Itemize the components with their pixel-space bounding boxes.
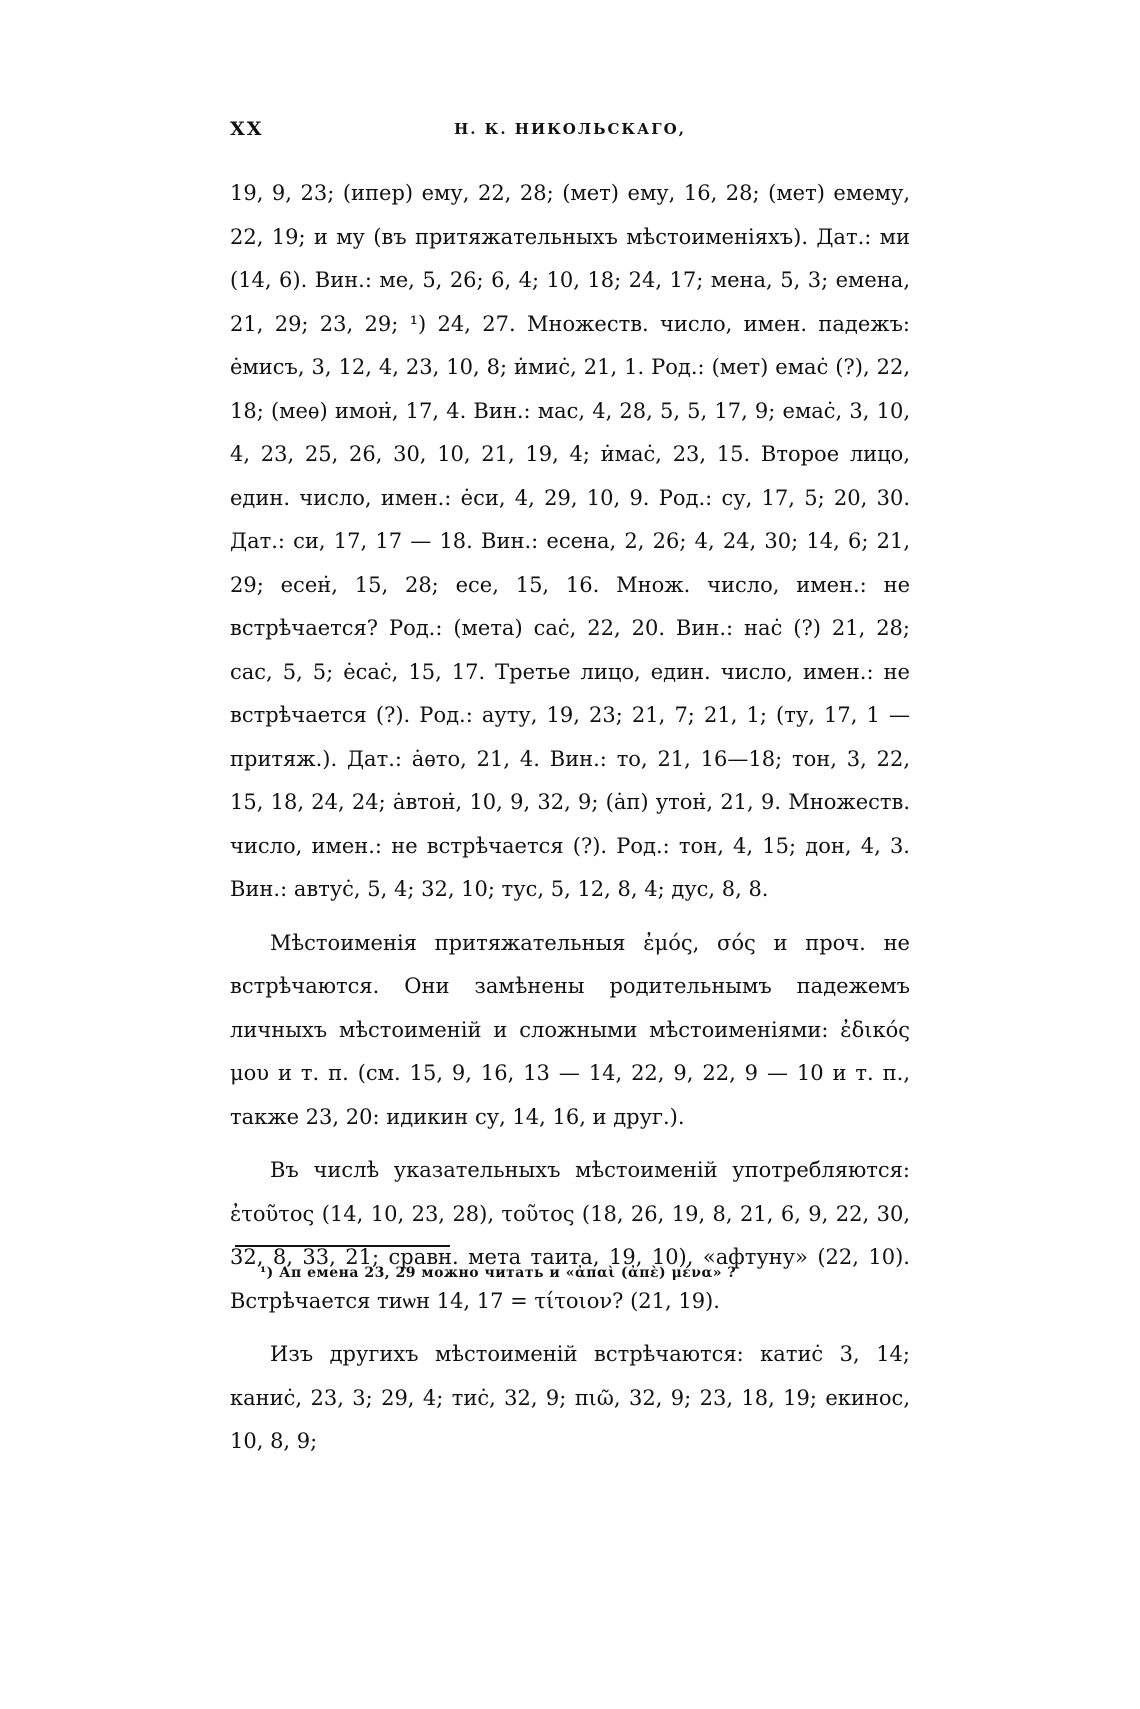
footnote: ¹) Ап емена 23, 29 можно читать и «ἀπαὶ (ἀπὲ) μένα» ? xyxy=(260,1265,737,1281)
running-title: Н. К. НИКОЛЬСКАГО, xyxy=(454,120,686,138)
paragraph-possessive-pronouns: Мѣстоименія притяжательныя ἐμός, σός и проч. не встрѣчаются. Они замѣнены родительнымъ падежемъ личныхъ мѣстоименій и сложными мѣстоименіями: ἐδικός μου и т. п. (см. 15, 9, 16, 13 — 14, 22, 9, 22, 9 — 10 и т. п., также 23, 20: идикин су, 14, 16, и друг.). xyxy=(230,930,910,1129)
page xyxy=(230,118,910,1464)
page-header xyxy=(230,118,910,152)
page-number: XX xyxy=(230,118,264,140)
footnote-divider xyxy=(235,1245,450,1247)
paragraph-demonstrative-pronouns: Въ числѣ указательныхъ мѣстоименій употребляются: ἐτοῦτος (14, 10, 23, 28), τοῦτος (18, 26, 19, 8, 21, 6, 9, 22, 30, 32, 8, 33, 21; сравн. мета таита, 19, 10), «афтуну» (22, 10). Встрѣчается тиѡн 14, 17 = τίτοιον? (21, 19). xyxy=(230,1158,910,1313)
paragraph-pronoun-forms: 19, 9, 23; (ипер) ему, 22, 28; (мет) ему, 16, 28; (мет) емему, 22, 19; и му (въ притяжательныхъ мѣстоименіяхъ). Дат.: ми (14, 6). Вин.: ме, 5, 26; 6, 4; 10, 18; 24, 17; мена, 5, 3; емена, 21, 29; 23, 29; ¹) 24, 27. Множеств. число, имен. падежъ: е̇мисъ, 3, 12, 4, 23, 10, 8; и̇мис̇, 21, 1. Род.: (мет) емас̇ (?), 22, 18; (меѳ) имон̇, 17, 4. Вин.: мас, 4, 28, 5, 5, 17, 9; емас̇, 3, 10, 4, 23, 25, 26, 30, 10, 21, 19, 4; и̇мас̇, 23, 15. Второе лицо, един. число, имен.: е̇си, 4, 29, 10, 9. Род.: су, 17, 5; 20, 30. Дат.: си, 17, 17 — 18. Вин.: есена, 2, 26; 4, 24, 30; 14, 6; 21, 29; есен̇, 15, 28; есе, 15, 16. Множ. число, имен.: не встрѣчается? Род.: (мета) сас̇, 22, 20. Вин.: нас̇ (?) 21, 28; сас, 5, 5; е̇сас̇, 15, 17. Третье лицо, един. число, имен.: не встрѣчается (?). Род.: ауту, 19, 23; 21, 7; 21, 1; (ту, 17, 1 — притяж.). Дат.: а̇ѳто, 21, 4. Вин.: то, 21, 16—18; тон, 3, 22, 15, 18, 24, 24; а̇втон̇, 10, 9, 32, 9; (а̇п) утон̇, 21, 9. Множеств. число, имен.: не встрѣчается (?). Род.: тон, 4, 15; дон, 4, 3. Вин.: автус̇, 5, 4; 32, 10; тус, 5, 12, 8, 4; дус, 8, 8. xyxy=(230,181,910,901)
paragraph-other-pronouns: Изъ другихъ мѣстоименій встрѣчаются: катис̇ 3, 14; канис̇, 23, 3; 29, 4; тис̇, 32, 9; πιῶ, 32, 9; 23, 18, 19; екинос, 10, 8, 9; xyxy=(230,1342,910,1453)
